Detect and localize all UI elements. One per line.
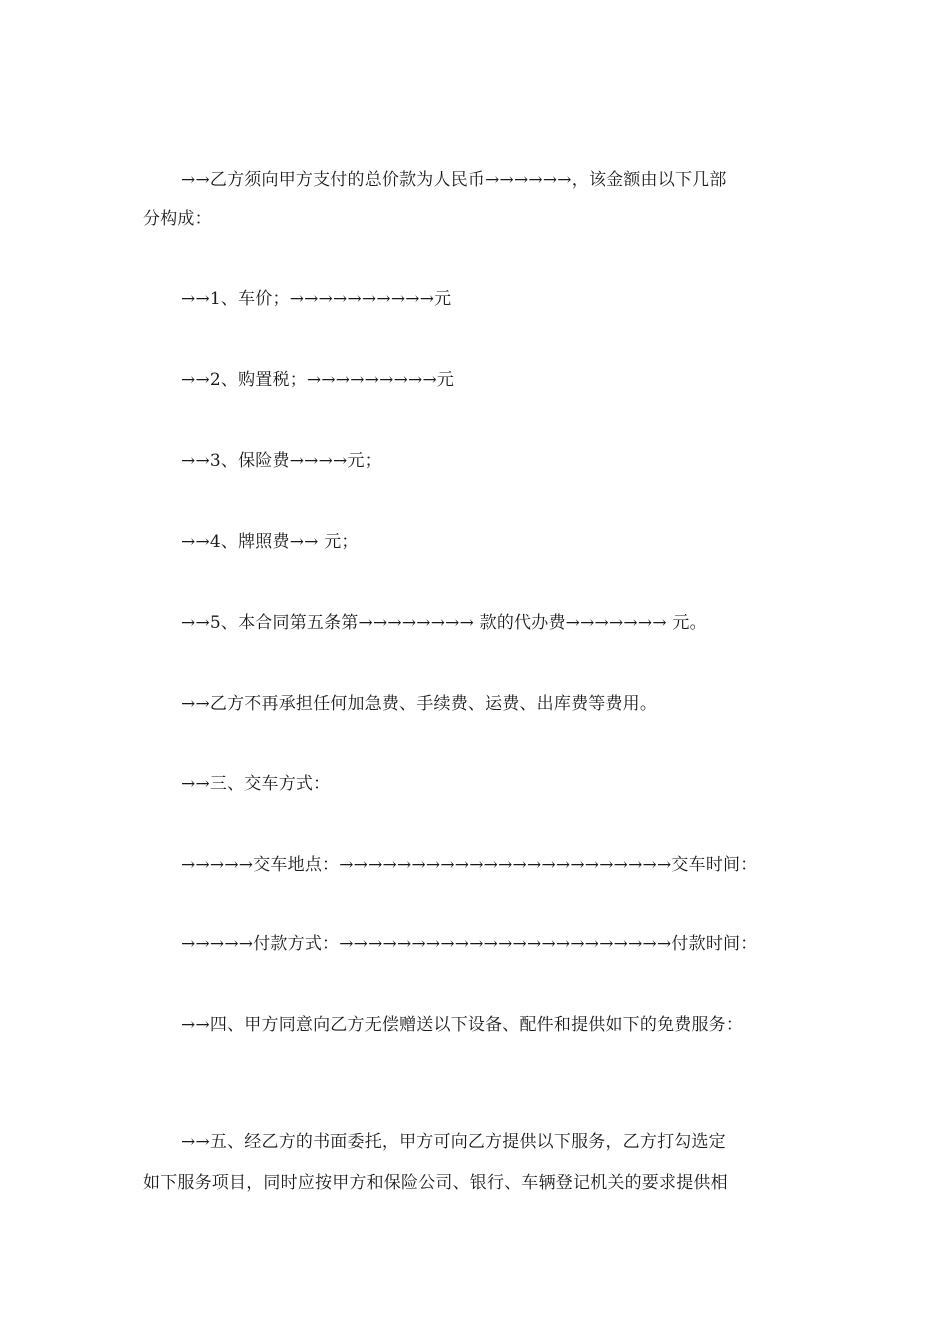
item-agency-fee: →→5、本合同第五条第→→→→→→→→ 款的代办费→→→→→→→ 元。 — [181, 613, 707, 633]
section-heading-agency-services-line1: →→五、经乙方的书面委托，甲方可向乙方提供以下服务，乙方打勾选定 — [181, 1132, 726, 1152]
line-delivery-place-time: →→→→→交车地点：→→→→→→→→→→→→→→→→→→→→→→→交车时间： — [181, 855, 758, 875]
item-car-price: →→1、车价；→→→→→→→→→→元 — [181, 289, 452, 309]
paragraph-no-extra-fees: →→乙方不再承担任何加急费、手续费、运费、出库费等费用。 — [181, 694, 658, 714]
section-heading-agency-services-line2: 如下服务项目，同时应按甲方和保险公司、银行、车辆登记机关的要求提供相 — [143, 1173, 728, 1193]
item-insurance-fee: →→3、保险费→→→→元； — [181, 451, 382, 471]
line-payment-method-time: →→→→→付款方式：→→→→→→→→→→→→→→→→→→→→→→→付款时间： — [181, 934, 758, 954]
section-heading-free-services: →→四、甲方同意向乙方无偿赠送以下设备、配件和提供如下的免费服务： — [181, 1015, 744, 1035]
item-purchase-tax: →→2、购置税；→→→→→→→→→元 — [181, 370, 455, 390]
paragraph-total-price-line2: 分构成： — [143, 209, 212, 229]
item-license-fee: →→4、牌照费→→ 元； — [181, 532, 359, 552]
paragraph-total-price-line1: →→乙方须向甲方支付的总价款为人民币→→→→→→，该金额由以下几部 — [181, 170, 727, 190]
section-heading-delivery: →→三、交车方式： — [181, 774, 331, 794]
